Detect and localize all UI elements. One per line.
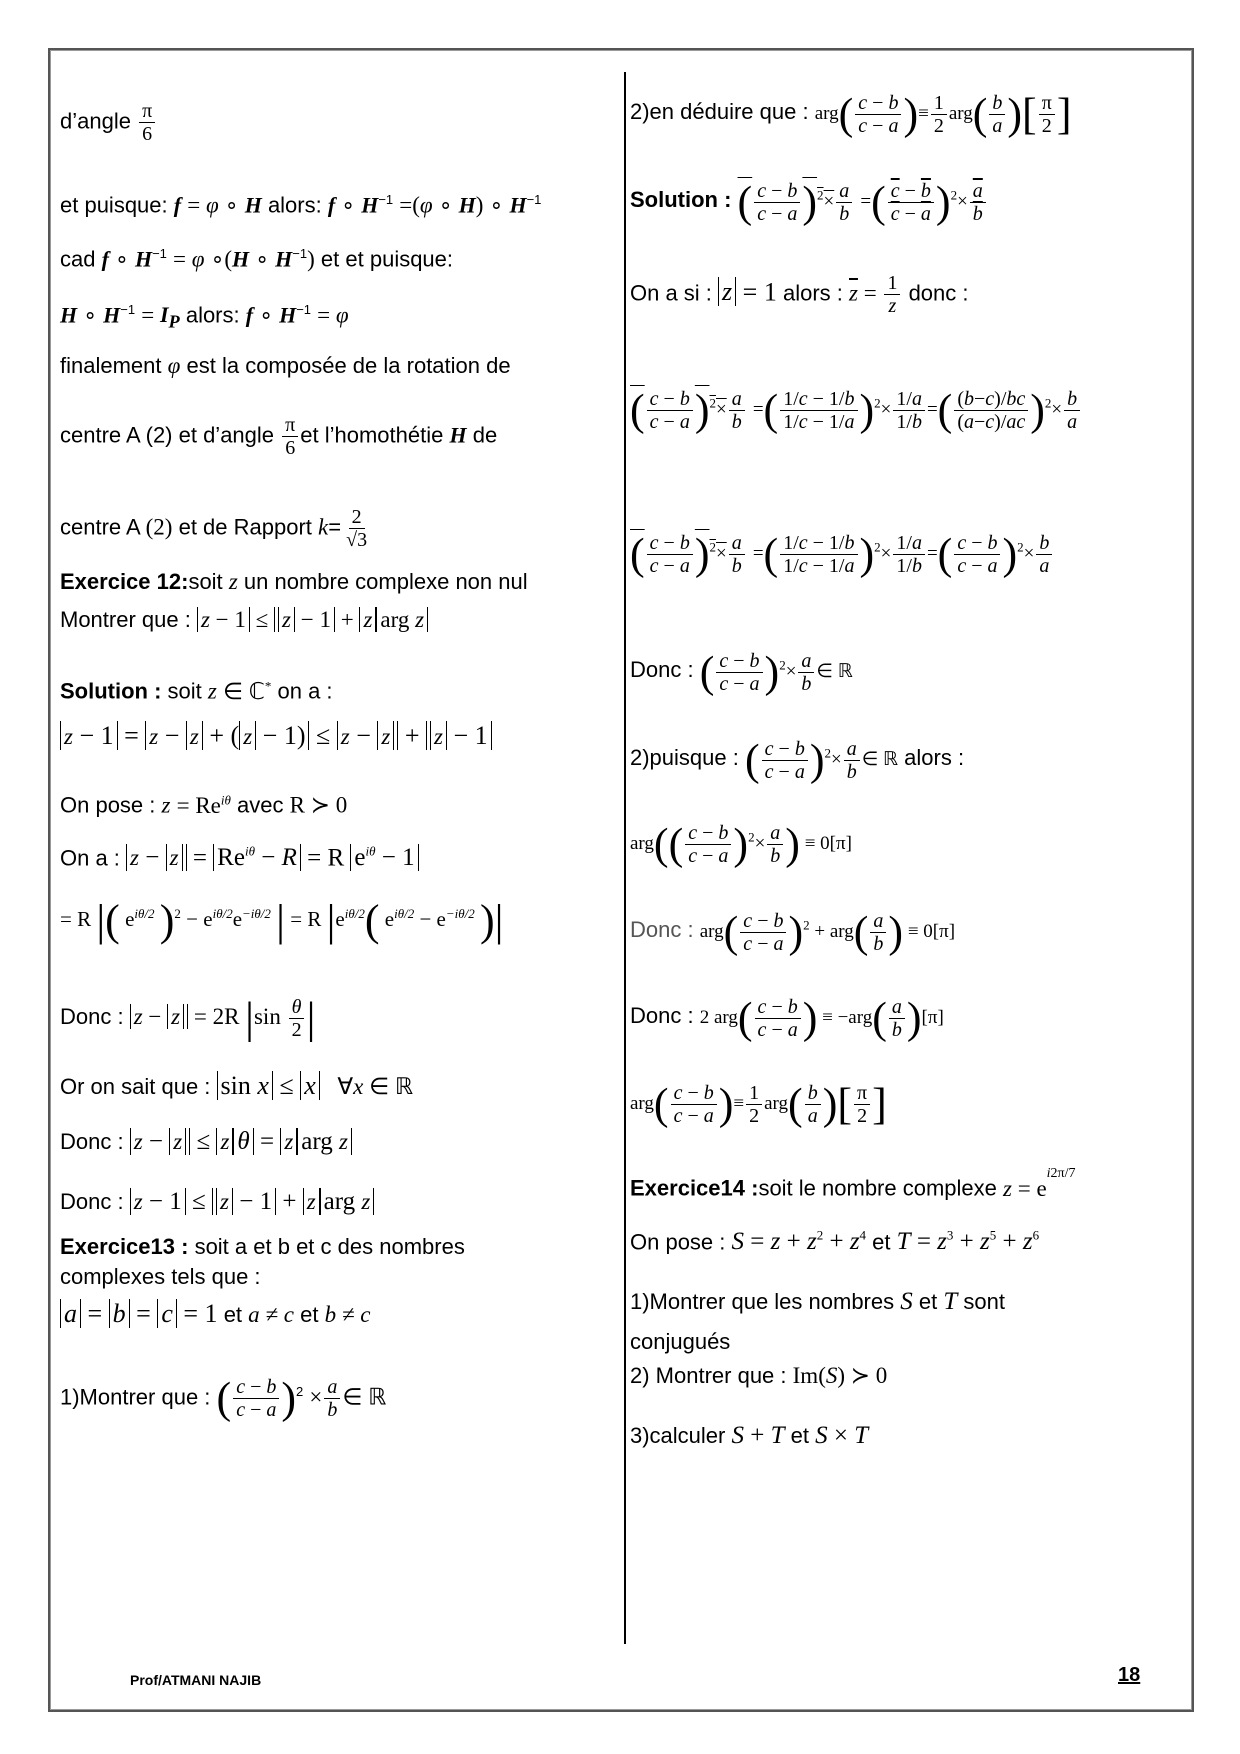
exercise-12-statement: Montrer que : z − 1 ≤ z − 1 + z arg z (60, 606, 428, 634)
solution-13-donc-sum: Donc : arg( $\frac{c - b}{c - a}$ )$^2$ + arg( $\frac{a}{b}$ ) ≡ 0[π] (630, 907, 956, 957)
q2-deduce: 2)en déduire que : arg( $\frac{c - b}{c - a}$ )≡ $\frac{1}{2}$ arg( $\frac{b}{a}$ )[ $\frac{\pi}{2}$ ] (630, 89, 1072, 139)
solution-12-donc3: Donc : z − 1 ≤ z − 1 + z arg z (60, 1188, 374, 1216)
line-finalement: finalement φ est la composée de la rotation de (60, 353, 511, 378)
solution-12-pose: On pose : $z = Re^{i\theta}$ avec R ≻ 0 (60, 792, 348, 818)
exercise-13-heading: Exercice13 : soit a et b et c des nombres complexes tels que : (60, 1234, 465, 1289)
exercise-14-heading: Exercice14 :soit le nombre complexe $z = e^{i2\pi/7}$ (630, 1166, 1076, 1201)
exercise-13-q1: 1)Montrer que : ( $\frac{c - b}{c - a}$ )$^2$ × $\frac{a}{b}$ ∈ ℝ (60, 1373, 387, 1423)
solution-13-conj2: ( $\frac{c - b}{c - a}$ )$^2$× $\frac{a}{b}$ =( $\frac{1/c - 1/b}{1/c - 1/a}$ )$^2$× $\frac{1/a}{1/b}$ =( $\frac{c - b}{c - a}$ )$^2$× $\frac{b}{a}$ (630, 532, 1054, 577)
solution-12-orsait: Or on sait que : sin x ≤ x ∀x ∈ ℝ (60, 1071, 414, 1100)
page-number: 18 (1118, 1664, 1141, 1686)
solution-13-modulus: On a si : z = 1 alors : $\overline{z}$ = $\frac{1}{z}$ donc : (630, 272, 969, 317)
solution-12-donc2: Donc : z − z ≤ z θ = z arg z (60, 1128, 352, 1156)
solution-13-final: arg( $\frac{c - b}{c - a}$ )≡ $\frac{1}{2}$ arg( $\frac{b}{a}$ )[ $\frac{\pi}{2}$ ] (630, 1079, 887, 1129)
line-angle: d’angle $\frac{\pi}{6}$ (60, 100, 157, 145)
solution-13-conj1: ( $\frac{c - b}{c - a}$ )$^2$× $\frac{a}{b}$ =( $\frac{1/c - 1/b}{1/c - 1/a}$ )$^2$× $\frac{1/a}{1/b}$ =( $\frac{(b-c)/bc}{(a-c)/ac}$ )$^2$× $\frac{b}{a}$ (630, 388, 1082, 433)
exercise-14-q1: 1)Montrer que les nombres S et T sont conjugués (630, 1288, 1005, 1354)
exercise-13-conditions: a = b = c = 1 et a ≠ c et b ≠ c (60, 1300, 370, 1329)
exercise-12-heading: Exercice 12:soit z un nombre complexe non nul (60, 569, 528, 594)
line-identity: H ∘ $H^{-1} = I_P$ alors: f ∘ $H^{-1} = \varphi$ (60, 302, 349, 332)
solution-13-puisque: 2)puisque : ( $\frac{c - b}{c - a}$ )$^2$× $\frac{a}{b}$ ∈ ℝ alors : (630, 735, 965, 785)
solution-13-donc-double: Donc : 2 arg( $\frac{c - b}{c - a}$ ) ≡ −arg( $\frac{a}{b}$ )[π] (630, 993, 944, 1043)
solution-12-donc1: Donc : z − z = 2R |sin $\frac{\theta}{2}$ | (60, 993, 316, 1043)
footer-author: Prof/ATMANI NAJIB (130, 1672, 262, 1688)
line-cad: cad f ∘ $H^{-1} = \varphi$ ∘(H ∘ $H^{-1}$) et et puisque: (60, 246, 454, 272)
exercise-14-pose: On pose : $S = z + z^2 + z^4$ et $T = z^3 + z^5 + z^6$ (630, 1228, 1040, 1256)
solution-12-expansion: = R |( $e^{i\theta/2}$ )$^2 - e^{i\theta/2}e^{-i\theta/2}$ | = R $|e^{i\theta/2}$( $e^{i\theta/2} - e^{-i\theta/2}$ )| (60, 896, 504, 946)
column-divider (624, 72, 626, 1644)
solution-12-line1: z − 1 = z − z + ( z − 1) ≤ z − z + z − 1 (60, 722, 492, 751)
exercise-14-q3: 3)calculer S + T et S × T (630, 1422, 869, 1449)
line-centre-rotation: centre A (2) et d’angle $\frac{\pi}{6}$ et l’homothétie H de (60, 414, 498, 459)
solution-13-donc-real: Donc : ( $\frac{c - b}{c - a}$ )$^2$× $\frac{a}{b}$ ∈ ℝ (630, 647, 853, 697)
solution-13-arg-zero: arg(( $\frac{c - b}{c - a}$ )$^2$× $\frac{a}{b}$ ) ≡ 0[π] (630, 819, 852, 869)
solution-12-heading: Solution : soit z ∈ ℂ* on a : (60, 678, 333, 704)
exercise-14-q2: 2) Montrer que : Im(S) ≻ 0 (630, 1363, 888, 1388)
solution-13-heading: Solution : ( $\frac{c - b}{c - a}$ )$^2$× $\frac{a}{b}$ =( $\frac{\overline{c} - \overline{b}}{\overline{c} - \overline{a}}$ )$^2$× $\frac{\overline{a}}{b}$ (630, 180, 988, 225)
line-centre-rapport: centre A (2) et de Rapport k= $\frac{2}{√3}$ (60, 506, 368, 551)
line-puisque: et puisque: f = φ ∘ H alors: f ∘ $H^{-1} =(\varphi$ ∘ H) ∘ $H^{-1}$ (60, 192, 542, 218)
solution-12-ona: On a : $z - z = Re^{i\theta} - R = R$ $e^{i\theta} - 1$ (60, 838, 419, 872)
